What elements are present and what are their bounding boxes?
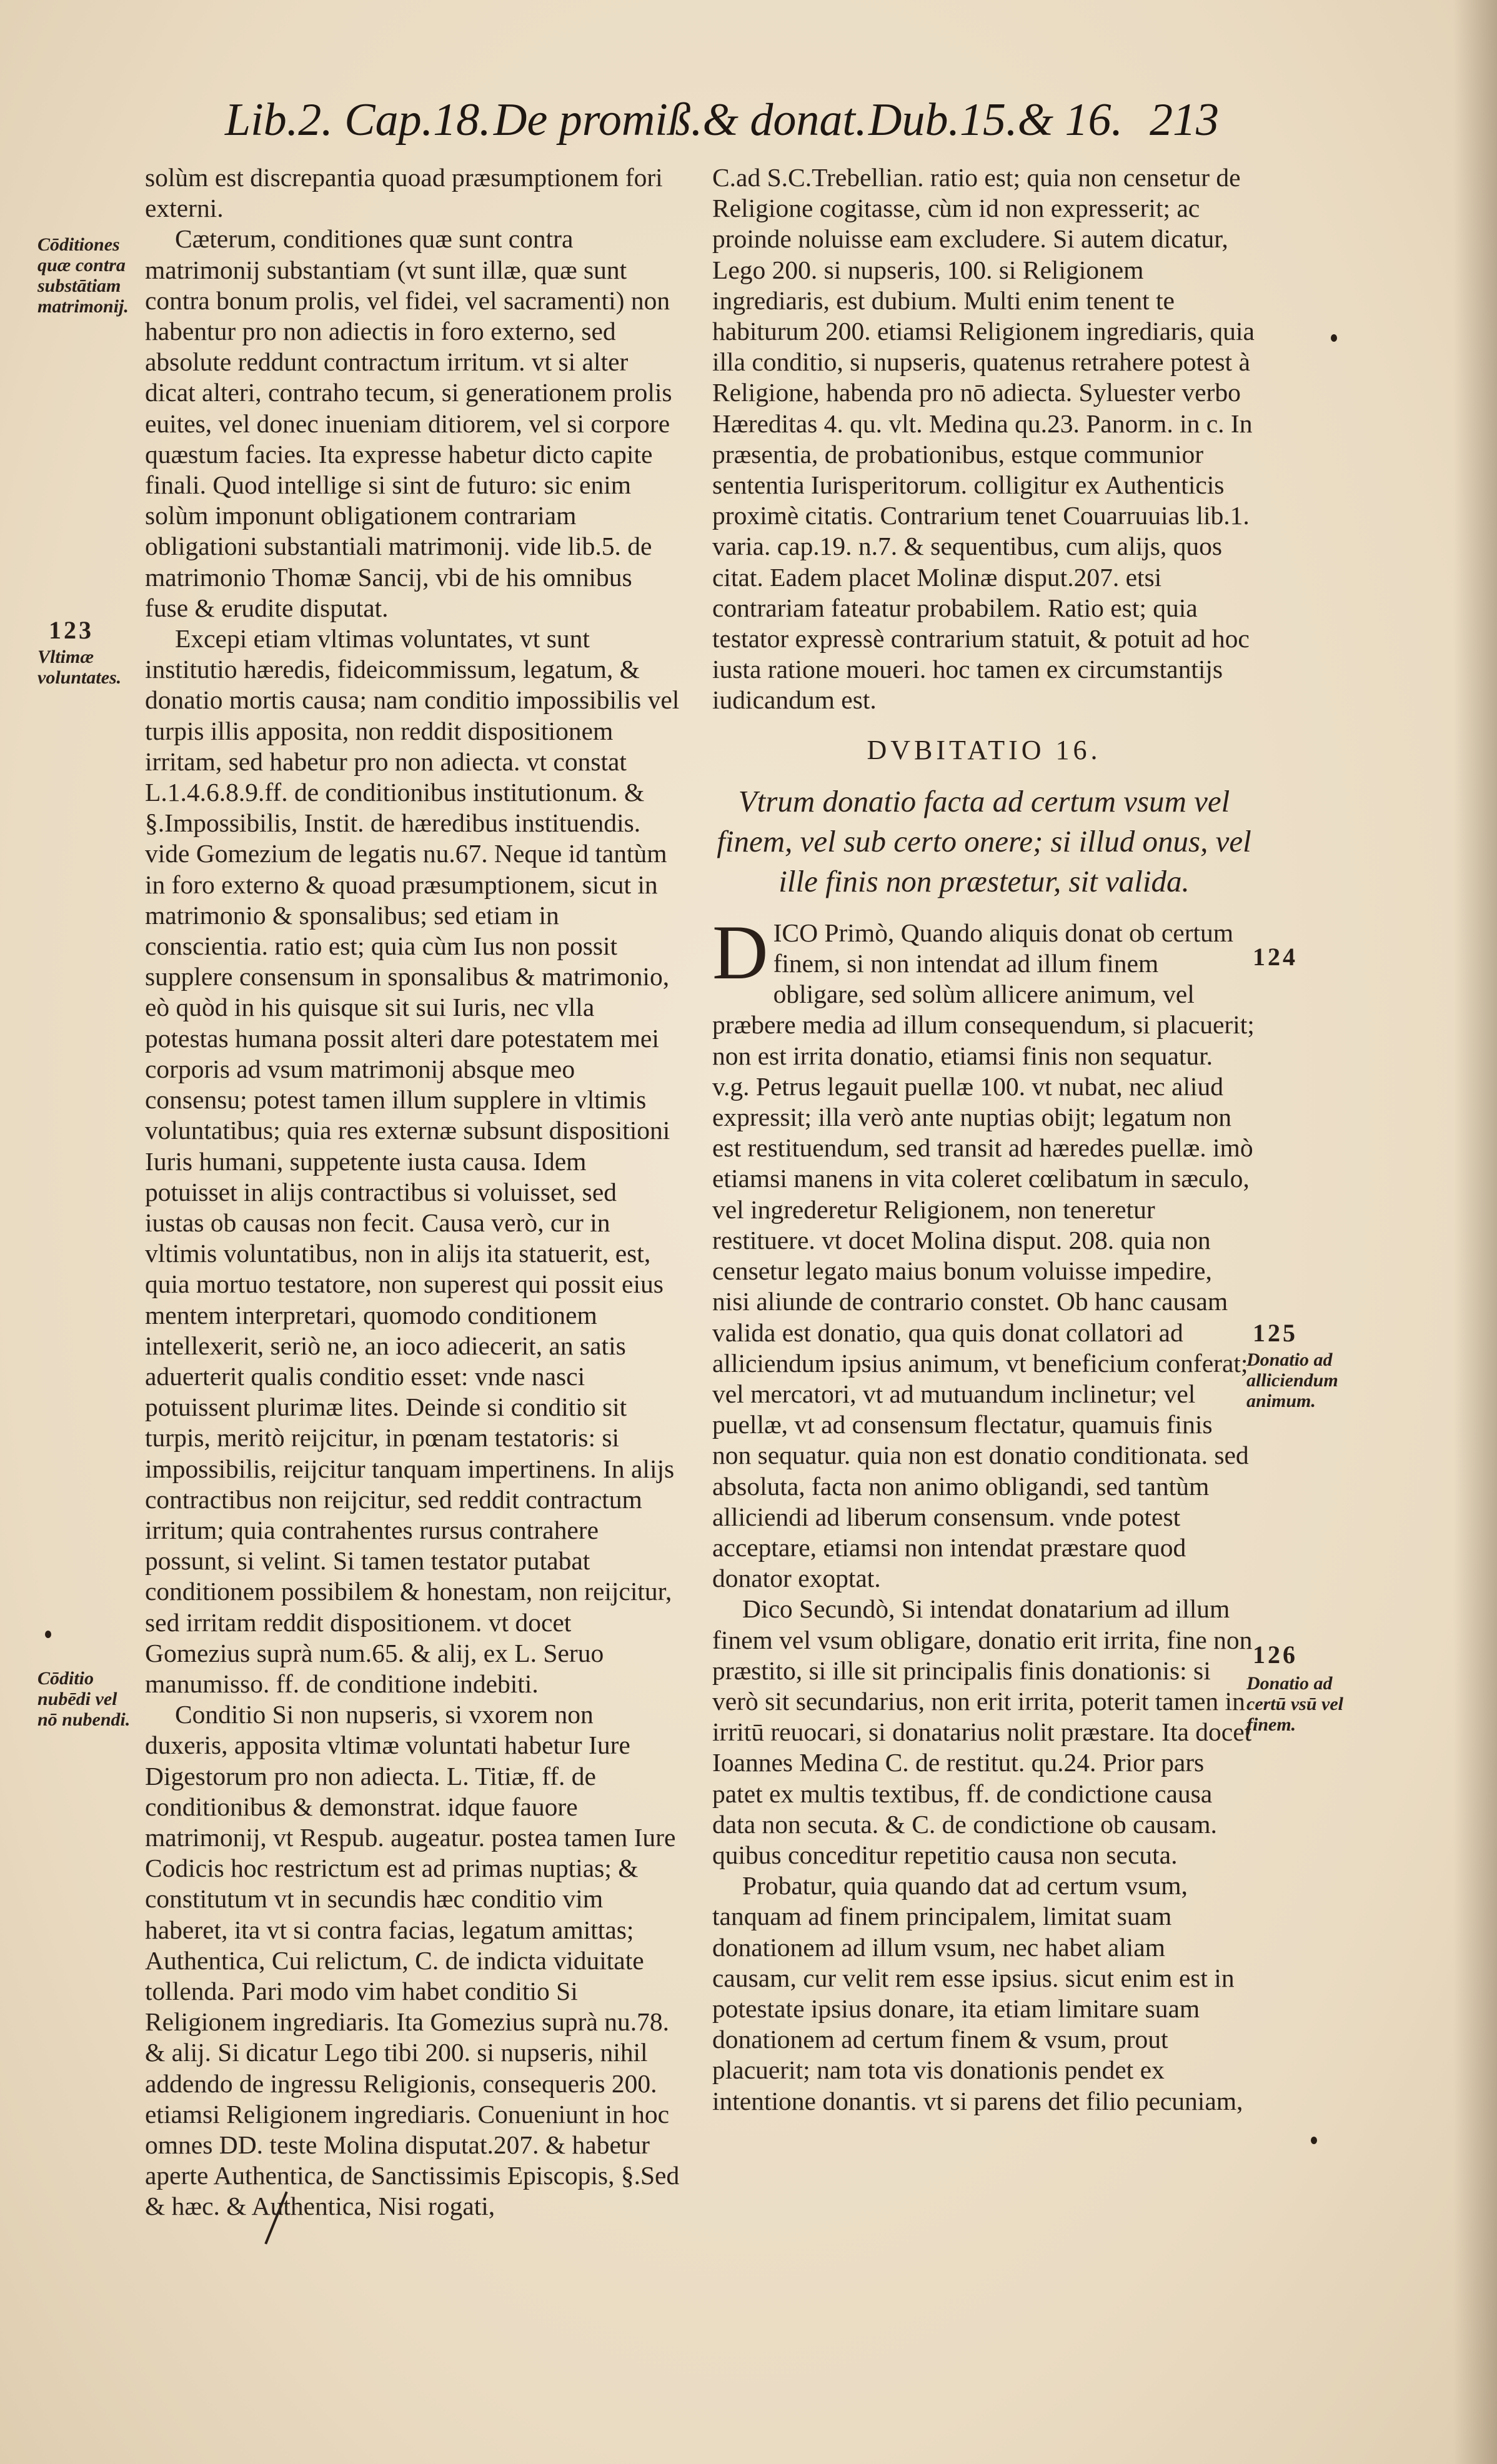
margin-note-text: Cōditio nubēdi vel nō nubendi. <box>37 1668 131 1730</box>
drop-cap: D <box>712 909 768 995</box>
right-paragraph: Dico Secundò, Si intendat donatarium ad illum finem vel vsum obligare, donatio erit irrita, fine non præstito, si ille sit principalis finis donationis: si verò sit secundarius, non erit irrita, poterit tamen in irritū reuocari, si donatarius nolit præstare. Ita docet Ioannes Medina C. de restitut. qu.24. Prior pars patet ex multis textibus, ff. de condictione causa data non secuta. & C. de condictione ob causam. quibus conceditur repetitio causa non secuta. <box>712 1594 1253 1869</box>
dubitatio-heading: DVBITATIO 16. <box>867 734 1102 765</box>
left-paragraph: Conditio Si non nupseris, si vxorem non duxeris, apposita vltimæ voluntati habetur Iure Digestorum pro non adiecta. L. Titiæ, ff. de conditionibus & demonstrat. idque fauore matrimonij, vt Respub. augeatur. postea tamen Iure Codicis hoc restrictum est ad primas nuptias; & constitutum vt in secundis hæc conditio vim haberet, ita vt si contra facias, legatum amittas; Authentica, Cui relictum, C. de indicta viduitate tollenda. Pari modo vim habet conditio Si Religionem ingrediaris. Ita Gomezius suprà nu.78. & alij. Si dicatur Lego tibi 200. si nupseris, nihil addendo de ingressu Religionis, consequeris 200. etiamsi Religionem ingrediaris. Conueniunt in hoc omnes DD. teste Molina disputat.207. & habetur aperte Authentica, de Sanctissimis Episcopis, §.Sed & hæc. & Authentica, Nisi rogati, <box>145 1700 680 2221</box>
margin-note <box>1246 1349 1356 1411</box>
right-paragraph: Probatur, quia quando dat ad certum vsum, tanquam ad finem principalem, limitat suam donationem ad illum vsum, nec habet aliam causam, cur velit rem esse ipsius. sicut enim est in potestate ipsius donare, ita etiam limitare suam donationem ad certum finem & vsum, prout placuerit; nam tota vis donationis pendet ex intentione donantis. vt si parens det filio pecuniam, <box>712 1871 1243 2115</box>
right-paragraph-continued: C.ad S.C.Trebellian. ratio est; quia non censetur de Religione cogitasse, cùm id non expresserit; ac proinde noluisse eam excludere. Si autem dicatur, Lego 200. si nupseris, 100. si Religionem ingrediaris, est dubium. Multi enim tenent te habiturum 200. etiamsi Religionem ingrediaris, quia illa conditio, si nupseris, quatenus retrahere potest à Religione, habenda pro nō adiecta. Syluester verbo Hæreditas 4. qu. vlt. Medina qu.23. Panorm. in c. In præsentia, de probationibus, estque communior sententia Iurisperitorum. colligitur ex Authenticis proximè citatis. Contrarium tenet Couarruuias lib.1. varia. cap.19. n.7. & sequentibus, cum alijs, quos citat. Eadem placet Molinæ disput.207. etsi contrariam fateatur probabilem. Ratio est; quia testator expressè contrarium statuit, & potuit ad hoc iusta ratione moueri. hoc tamen ex circumstantijs iudicandum est. <box>712 163 1255 715</box>
margin-note-text: Donatio ad certū vsū vel finem. <box>1246 1673 1343 1735</box>
running-head-title: De promiß.& donat. <box>494 94 867 146</box>
left-column <box>145 162 680 2222</box>
ink-speck <box>45 1631 51 1638</box>
left-paragraph: Excepi etiam vltimas voluntates, vt sunt institutio hæredis, fideicommissum, legatum, & donatio mortis causa; nam conditio impossibilis vel turpis illis apposita, non reddit dispositionem irritam, sed habetur pro non adiecta. vt constat L.1.4.6.8.9.ff. de conditionibus institutionum. & §.Impossibilis, Instit. de hæredibus instituendis. vide Gomezium de legatis nu.67. Neque id tantùm in foro externo & quoad præsumptionem, sicut in matrimonio & sponsalibus; sed etiam in conscientia. ratio est; quia cùm Ius non possit supplere consensum in sponsalibus & matrimonio, eò quòd in his quisque sit sui Iuris, nec vlla potestas humana possit alteri dare potestatem mei corporis ad vsum matrimonij absque meo consensu; potest tamen illum supplere in vltimis voluntatibus; quia res externæ subsunt dispositioni Iuris humani, suppetente iusta causa. Idem potuisset in alijs contractibus si voluisset, sed iustas ob causas non fecit. Causa verò, cur in vltimis voluntatibus, non in alijs ita statuerit, est, quia mortuo testatore, non superest qui possit eius mentem interpretari, quomodo conditionem intellexerit, seriò ne, an ioco adiecerit, an satis aduerterit qualis conditio esset: vnde nasci potuissent plurimæ lites. Deinde si conditio sit turpis, meritò reijcitur, in pœnam testatoris: si impossibilis, reijcitur tanquam impertinens. In alijs contractibus non reijcitur, sed reddit contractum irritum; quia contrahentes rursus contrahere possunt, si velint. Si tamen testator putabat conditionem possibilem & honestam, non reijcitur, sed irritam reddit dispositionem. vt docet Gomezius suprà num.65. & alij, ex L. Seruo manumisso. ff. de conditione indebiti. <box>145 624 680 1698</box>
margin-note-text: Donatio ad alliciendum animum. <box>1246 1349 1338 1411</box>
left-paragraph: solùm est discrepantia quoad præsumptionem fori externi. <box>145 163 663 223</box>
margin-note <box>37 647 141 688</box>
page-edge-shadow <box>1453 0 1497 2464</box>
running-head-dubitatio: Dub.15.& 16. <box>868 94 1123 146</box>
page-number: 213 <box>1150 94 1219 146</box>
margin-note <box>37 234 141 317</box>
left-paragraph: Cæterum, conditiones quæ sunt contra matrimonij substantiam (vt sunt illæ, quæ sunt contra bonum prolis, vel fidei, vel sacramenti) non habentur pro non adiectis in foro externo, sed absolute reddunt contractum irritum. vt si alter dicat alteri, contraho tecum, si generationem prolis euites, vel donec inueniam ditiorem, vel si corpore quæstum facies. Ita expresse habetur dicto capite finali. Quod intellige si sint de futuro: sic enim solùm imponunt obligationem contrariam obligationi substantiali matrimonij. vide lib.5. de matrimonio Thomæ Sancij, vbi de his omnibus fuse & erudite disputat. <box>145 224 672 622</box>
margin-note-text: Vltimæ voluntates. <box>37 647 122 688</box>
right-paragraph <box>712 909 1256 1594</box>
margin-note-text: Cōditiones quæ contra substātiam matrimonij. <box>37 234 129 317</box>
running-head-book-chapter: Lib.2. Cap.18. <box>225 94 491 146</box>
ink-speck <box>1331 334 1337 342</box>
section-number: 125 <box>1253 1319 1298 1347</box>
section-number: 124 <box>1253 943 1298 971</box>
paragraph-text: ICO Primò, Quando aliquis donat ob certum finem, si non intendat ad illum finem obligare, sed solùm allicere animum, vel præbere media ad illum consequendum, si placuerit; non est irrita donatio, etiamsi finis non sequatur. v.g. Petrus legauit puellæ 100. vt nubat, nec aliud expressit; illa verò ante nuptias obijt; legatum non est restituendum, sed transit ad hæredes puellæ. imò etiamsi manens in vita coleret cœlibatum in sæculo, vel ingrederetur Religionem, non teneretur restituere. vt docet Molina disput. 208. quia non censetur legato maius bonum voluisse impedire, nisi aliunde de contrario constet. Ob hanc causam valida est donatio, qua quis donat collatori ad alliciendum ipsius animum, vt beneficium conferat; vel mercatori, vt ad mutuandum inclinetur; vel puellæ, vt ad consensum flectatur, quamuis finis non sequatur. quia non est donatio conditionata. sed absoluta, facta non animo obligandi, sed tantùm alliciendi ad liberum consensum. vnde potest acceptare, etiamsi non intendat præstare quod donator exoptat. <box>712 918 1255 1593</box>
running-header <box>225 94 1250 162</box>
margin-note <box>1246 1673 1356 1735</box>
ink-speck <box>1311 2137 1317 2144</box>
section-number: 123 <box>49 616 94 644</box>
margin-note <box>37 1668 141 1730</box>
section-number: 126 <box>1253 1641 1298 1669</box>
right-column <box>712 162 1256 2117</box>
dubitatio-question: Vtrum donatio facta ad certum vsum vel finem, vel sub certo onere; si illud onus, vel ille finis non præstetur, sit valida. <box>717 783 1251 898</box>
